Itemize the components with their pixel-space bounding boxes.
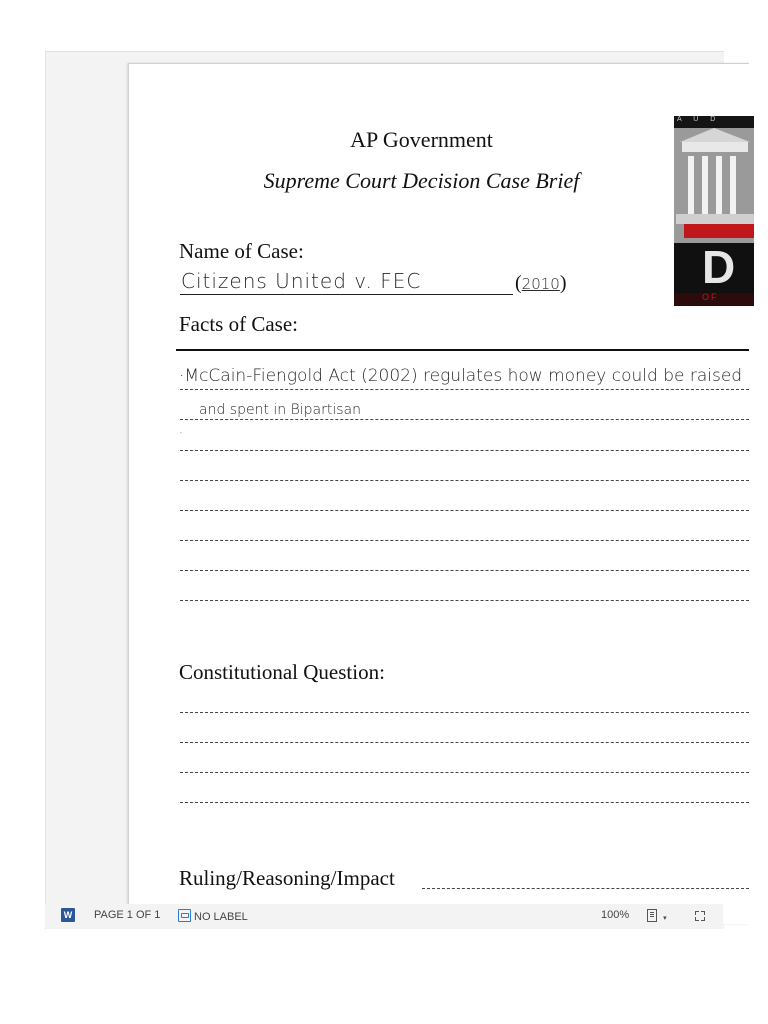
fit-to-window-icon[interactable] [695,911,705,921]
page-indicator[interactable]: PAGE 1 OF 1 [94,909,161,921]
case-year: (2010) [515,272,567,294]
zoom-level[interactable]: 100% [601,909,630,921]
facts-line-2: and spent in Bipartisan [199,402,362,418]
book-cover-top-text: A U D [677,116,721,123]
facts-line-3: · [179,426,183,440]
chevron-down-icon: ▾ [663,915,667,922]
view-mode-button[interactable] [647,909,667,923]
facts-line-1: ·McCain-Fiengold Act (2002) regulates how money could be raised [179,366,743,386]
case-name-line [180,294,513,295]
document-subtitle: Supreme Court Decision Case Brief [263,168,580,193]
case-name-handwritten: Citizens United v. FEC [181,269,422,293]
document-title: AP Government [350,127,493,152]
question-rule-2 [180,742,749,743]
question-rule-4 [180,802,749,803]
name-of-case-label: Name of Case: [179,239,304,263]
question-rule-1 [180,712,749,713]
facts-rule-7 [180,570,749,571]
facts-rule-5 [180,510,749,511]
question-rule-3 [180,772,749,773]
constitutional-question-label: Constitutional Question: [179,660,385,684]
document-page [128,63,749,924]
facts-rule-1 [180,389,749,390]
facts-rule-8 [180,600,749,601]
document-viewer [45,51,743,929]
book-cover-image [674,116,754,306]
sensitivity-label-button[interactable] [178,909,248,923]
label-icon [178,909,191,922]
page-view-icon [647,909,657,922]
book-cover-big-letter: D [702,241,736,293]
facts-rule-4 [180,480,749,481]
word-app-icon: W [61,908,75,922]
facts-of-case-label: Facts of Case: [179,312,298,336]
facts-divider [176,349,749,351]
book-cover-bottom-text: OF [702,292,719,302]
facts-rule-3 [180,450,749,451]
facts-rule-2 [180,419,749,420]
ruling-label: Ruling/Reasoning/Impact [179,866,395,890]
case-year-value: 2010 [521,275,560,293]
ruling-rule [422,888,749,889]
status-bar [45,904,723,928]
facts-rule-6 [180,540,749,541]
sensitivity-label-text: NO LABEL [194,911,248,923]
